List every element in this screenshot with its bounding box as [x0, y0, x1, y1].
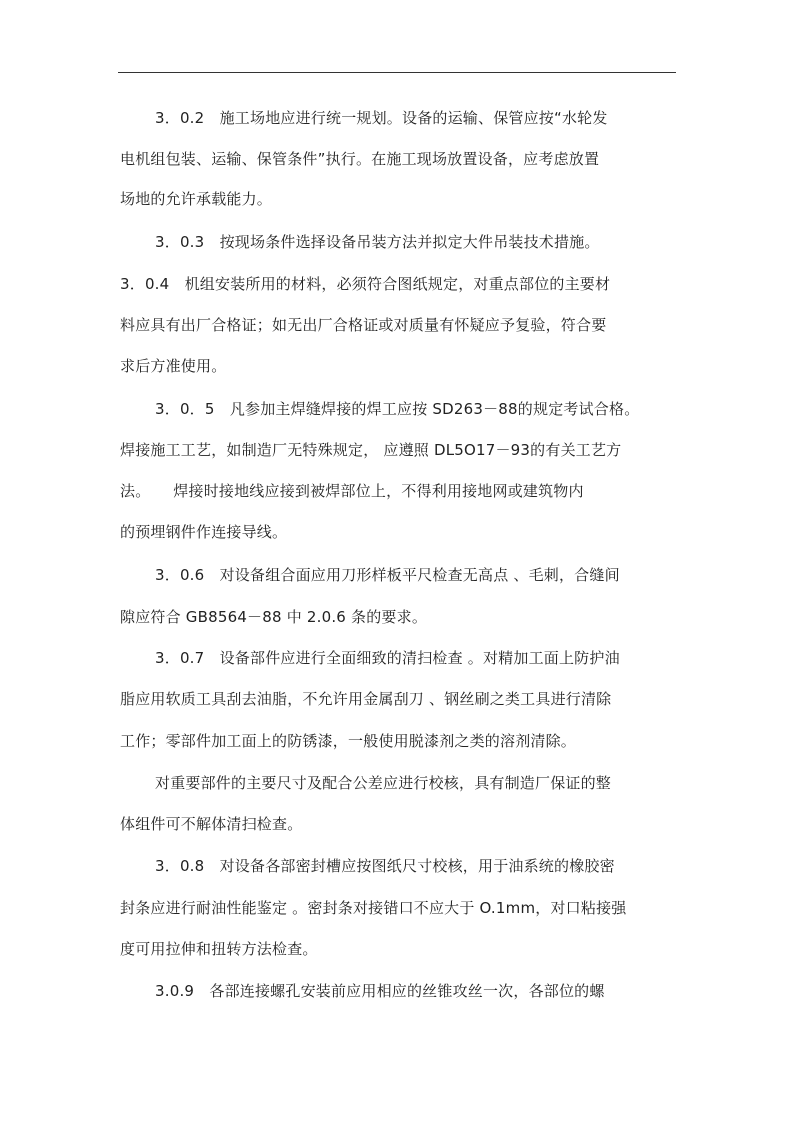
text-line: 3．0.4 机组安装所用的材料，必须符合图纸规定，对重点部位的主要材: [120, 275, 611, 293]
text-line: 场地的允许承载能力。: [120, 190, 273, 208]
text-line: 电机组包装、运输、保管条件”执行。在施工现场放置设备，应考虑放置: [120, 150, 600, 168]
text-line: 3.0.9 各部连接螺孔安装前应用相应的丝锥攻丝一次，各部位的螺: [155, 982, 605, 1000]
text-line: 3．0.8 对设备各部密封槽应按图纸尺寸校核，用于油系统的橡胶密: [155, 857, 615, 875]
header-rule: [118, 72, 676, 73]
text-line: 法。 焊接时接地线应接到被焊部位上，不得利用接地网或建筑物内: [120, 482, 584, 500]
text-line: 脂应用软质工具刮去油脂，不允许用金属刮刀 、钢丝刷之类工具进行清除: [120, 690, 612, 708]
text-line: 料应具有出厂合格证；如无出厂合格证或对质量有怀疑应予复验，符合要: [120, 316, 607, 334]
text-line: 隙应符合 GB8564－88 中 2.0.6 条的要求。: [120, 608, 428, 626]
text-line: 工作；零部件加工面上的防锈漆，一般使用脱漆剂之类的溶剂清除。: [120, 732, 577, 750]
text-line: 对重要部件的主要尺寸及配合公差应进行校核，具有制造厂保证的整: [155, 774, 612, 792]
text-line: 焊接施工工艺，如制造厂无特殊规定， 应遵照 DL5O17－93的有关工艺方: [120, 441, 622, 459]
text-line: 体组件可不解体清扫检查。: [120, 815, 303, 833]
text-line: 度可用拉伸和扭转方法检查。: [120, 940, 318, 958]
text-line: 求后方准使用。: [120, 357, 227, 375]
text-line: 3．0.7 设备部件应进行全面细致的清扫检查 。对精加工面上防护油: [155, 649, 620, 667]
text-line: 的预埋钢件作连接导线。: [120, 523, 288, 541]
text-line: 封条应进行耐油性能鉴定 。密封条对接错口不应大于 O.1mm，对口粘接强: [120, 899, 627, 917]
text-line: 3．0.2 施工场地应进行统一规划。设备的运输、保管应按“水轮发: [155, 109, 608, 127]
text-line: 3．0.6 对设备组合面应用刀形样板平尺检查无高点 、毛刺，合缝间: [155, 566, 620, 584]
text-line: 3．0．5 凡参加主焊缝焊接的焊工应按 SD263－88的规定考试合格。: [155, 400, 640, 418]
text-line: 3．0.3 按现场条件选择设备吊装方法并拟定大件吊装技术措施。: [155, 233, 600, 251]
